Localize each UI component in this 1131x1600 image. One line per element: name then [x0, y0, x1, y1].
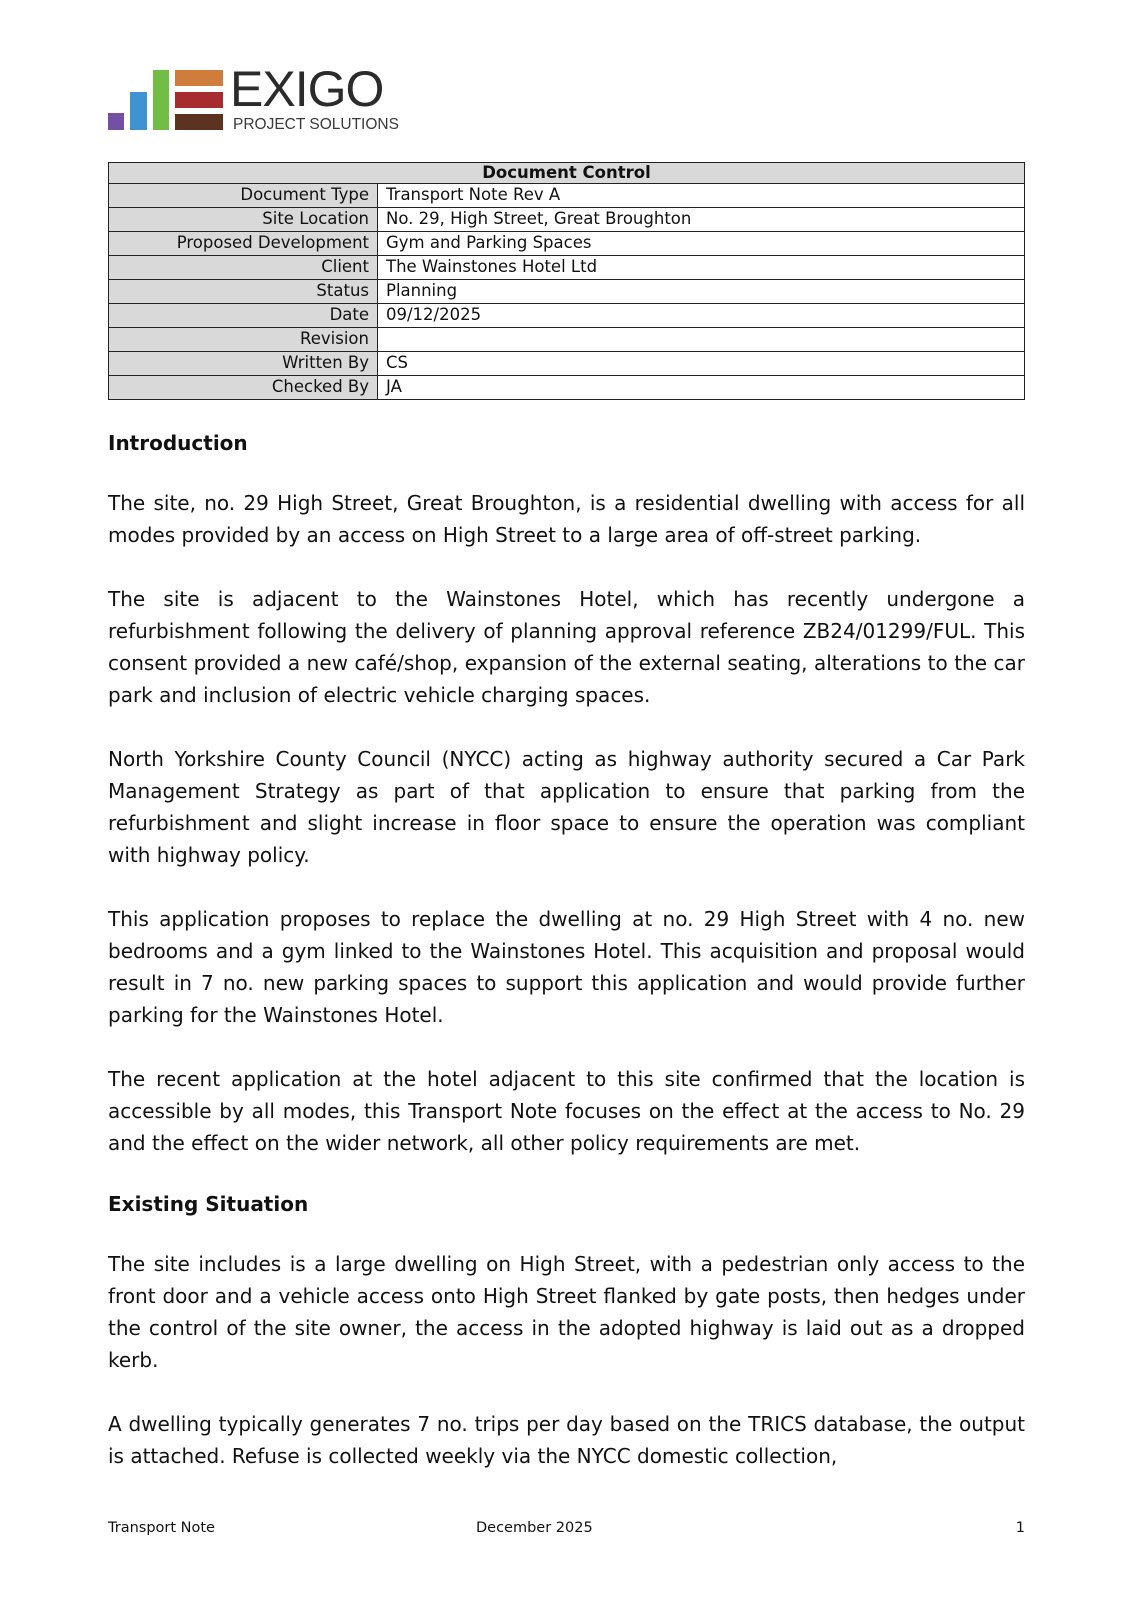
row-label: Revision: [109, 328, 378, 352]
row-label: Checked By: [109, 376, 378, 400]
row-label: Proposed Development: [109, 232, 378, 256]
row-label: Document Type: [109, 184, 378, 208]
paragraph: The site is adjacent to the Wainstones Hotel, which has recently undergone a refurbishment following the delivery of planning approval reference ZB24/01299/FUL. This consent provided a new café/shop, expansion of the external seating, alterations to the car park and inclusion of electric vehicle charging spaces.: [108, 587, 1025, 707]
document-control-table: [108, 162, 1025, 400]
footer-document-title: Transport Note: [108, 1520, 215, 1536]
row-value: Transport Note Rev A: [378, 184, 1025, 208]
section-heading-existing-situation: Existing Situation: [108, 1192, 309, 1216]
row-value: The Wainstones Hotel Ltd: [378, 256, 1025, 280]
table-row: [109, 232, 1025, 256]
row-value: Gym and Parking Spaces: [378, 232, 1025, 256]
paragraph: The recent application at the hotel adjacent to this site confirmed that the location is accessible by all modes, this Transport Note focuses on the effect at the access to No. 29 and the effect on the wider network, all other policy requirements are met.: [108, 1067, 1025, 1155]
document-control-header-row: [109, 163, 1025, 184]
row-value: Planning: [378, 280, 1025, 304]
row-value: [378, 328, 1025, 352]
row-value: No. 29, High Street, Great Broughton: [378, 208, 1025, 232]
row-label: Site Location: [109, 208, 378, 232]
paragraph: The site, no. 29 High Street, Great Broughton, is a residential dwelling with access for all modes provided by an access on High Street to a large area of off-street parking.: [108, 491, 1025, 547]
row-label: Written By: [109, 352, 378, 376]
table-row: [109, 256, 1025, 280]
logo-subtitle: PROJECT SOLUTIONS: [233, 116, 399, 133]
row-label: Client: [109, 256, 378, 280]
paragraph: The site includes is a large dwelling on High Street, with a pedestrian only access to the front door and a vehicle access onto High Street flanked by gate posts, then hedges under the control of the site owner, the access in the adopted highway is laid out as a dropped kerb.: [108, 1252, 1025, 1372]
document-body: [108, 430, 1025, 1472]
row-value: 09/12/2025: [378, 304, 1025, 328]
table-row: [109, 304, 1025, 328]
company-logo: [108, 61, 408, 135]
table-row: [109, 280, 1025, 304]
footer-date: December 2025: [476, 1520, 593, 1536]
page-number: 1: [1015, 1520, 1025, 1536]
row-label: Status: [109, 280, 378, 304]
document-control-title: Document Control: [109, 163, 1025, 184]
section-heading-introduction: Introduction: [108, 431, 248, 455]
paragraph: This application proposes to replace the dwelling at no. 29 High Street with 4 no. new bedrooms and a gym linked to the Wainstones Hotel. This acquisition and proposal would result in 7 no. new parking spaces to support this application and would provide further parking for the Wainstones Hotel.: [108, 907, 1025, 1027]
table-row: [109, 184, 1025, 208]
row-label: Date: [109, 304, 378, 328]
table-row: [109, 376, 1025, 400]
paragraph: North Yorkshire County Council (NYCC) acting as highway authority secured a Car Park Management Strategy as part of that application to ensure that parking from the refurbishment and slight increase in floor space to ensure the operation was compliant with highway policy.: [108, 747, 1025, 867]
table-row: [109, 352, 1025, 376]
row-value: CS: [378, 352, 1025, 376]
paragraph: A dwelling typically generates 7 no. trips per day based on the TRICS database, the output is attached. Refuse is collected weekly via the NYCC domestic collection,: [108, 1412, 1025, 1468]
logo-bars-icon: [108, 70, 226, 132]
logo-name: EXIGO: [230, 61, 384, 117]
row-value: JA: [378, 376, 1025, 400]
table-row: [109, 328, 1025, 352]
table-row: [109, 208, 1025, 232]
